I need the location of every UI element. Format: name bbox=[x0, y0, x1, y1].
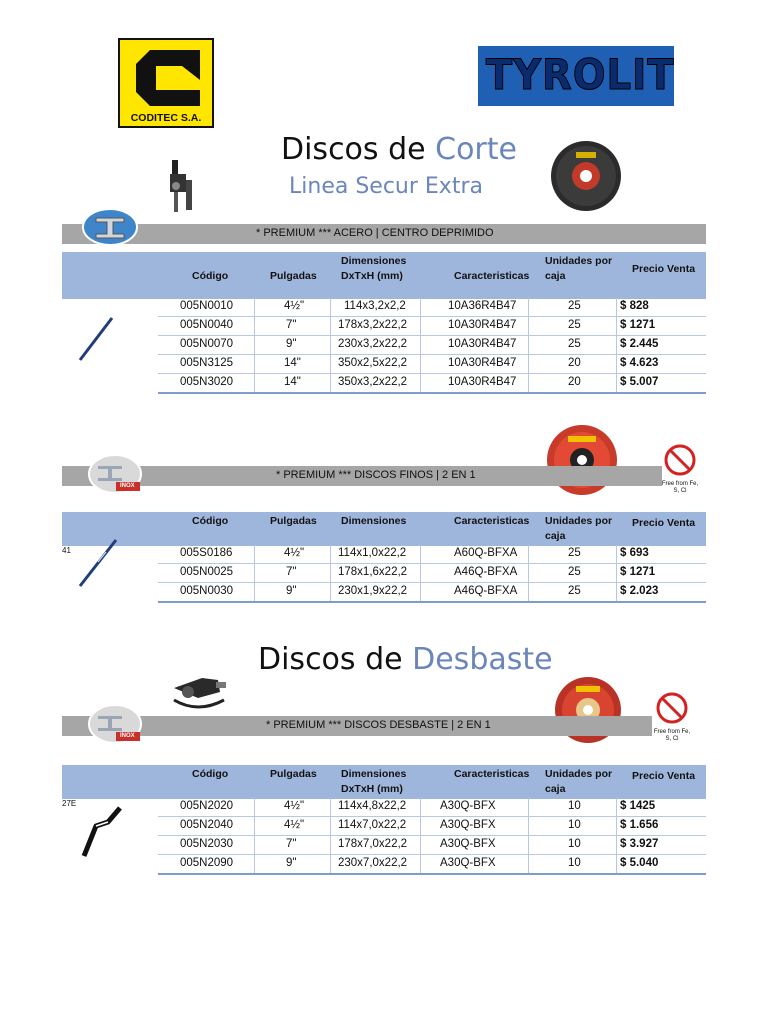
inox-icon-2: INOX bbox=[88, 704, 142, 744]
section1-table-header bbox=[62, 252, 706, 299]
inox-icon: INOX bbox=[88, 454, 142, 494]
table-row: 005N2090 9" 230x7,0x22,2 A30Q-BFX 10 $ 5.040 bbox=[158, 855, 706, 875]
section2-table-header: Código Pulgadas Dimensiones Caracteristicas Unidades por caja Precio Venta bbox=[62, 512, 706, 546]
table-row: 005N2030 7" 178x7,0x22,2 A30Q-BFX 10 $ 3.927 bbox=[158, 836, 706, 855]
corte-disc-image bbox=[550, 140, 622, 212]
table-row: 005N3125 14" 350x2,5x22,2 10A30R4B47 20 $ 4.623 bbox=[158, 355, 706, 374]
section1-banner bbox=[62, 224, 706, 244]
thin-disc-profile-icon bbox=[76, 538, 120, 588]
coditec-c-icon bbox=[130, 46, 204, 110]
section3-rows bbox=[158, 798, 706, 875]
section1-banner-text: * PREMIUM *** ACERO | CENTRO DEPRIMIDO bbox=[256, 227, 494, 239]
angle-grinder-icon bbox=[168, 670, 232, 714]
depressed-disc-profile-icon bbox=[78, 804, 124, 860]
table-row: 005N3020 14" 350x3,2x22,2 10A30R4B47 20 $ 5.007 bbox=[158, 374, 706, 394]
table-row: 005N0010 4½" 114x3,2x2,2 10A36R4B47 25 $ 828 bbox=[158, 298, 706, 317]
steel-beam-icon bbox=[82, 208, 138, 246]
section1-rows bbox=[158, 298, 706, 394]
header-dimensiones: Dimensiones DxTxH (mm) bbox=[341, 255, 407, 282]
section3-banner bbox=[62, 716, 652, 736]
tyrolit-logo bbox=[478, 46, 674, 106]
no-ferrous-icon bbox=[652, 692, 692, 724]
corte-title: Discos de Corte bbox=[281, 132, 517, 167]
grinder-icon bbox=[166, 158, 196, 214]
coditec-logo bbox=[118, 38, 214, 128]
section2-side-tag: 41 bbox=[62, 546, 71, 555]
table-row: 005S0186 4½" 114x1,0x22,2 A60Q-BFXA 25 $ 693 bbox=[158, 545, 706, 564]
header-pulgadas: Pulgadas bbox=[270, 270, 317, 282]
table-row: 005N0025 7" 178x1,6x22,2 A46Q-BFXA 25 $ 1271 bbox=[158, 564, 706, 583]
desbaste-title: Discos de Desbaste bbox=[258, 642, 553, 677]
section2-banner-text: * PREMIUM *** DISCOS FINOS | 2 EN 1 bbox=[276, 469, 476, 481]
table-row: 005N0040 7" 178x3,2x22,2 10A30R4B47 25 $ 1271 bbox=[158, 317, 706, 336]
table-row: 005N0030 9" 230x1,9x22,2 A46Q-BFXA 25 $ 2.023 bbox=[158, 583, 706, 603]
section2-rows bbox=[158, 545, 706, 603]
header-codigo: Código bbox=[192, 270, 229, 282]
section3-banner-text: * PREMIUM *** DISCOS DESBASTE | 2 EN 1 bbox=[266, 719, 491, 731]
coditec-name: CODITEC S.A. bbox=[130, 112, 202, 124]
warning-badge-2: Free from Fe, S, Cl bbox=[652, 692, 692, 740]
header-caracteristicas: Caracteristicas bbox=[454, 270, 530, 282]
section2-banner bbox=[62, 466, 662, 486]
header-precio: Precio Venta bbox=[632, 263, 696, 275]
table-row: 005N0070 9" 230x3,2x22,2 10A30R4B47 25 $ 2.445 bbox=[158, 336, 706, 355]
section3-side-tag: 27E bbox=[62, 799, 77, 808]
no-ferrous-icon bbox=[660, 444, 700, 476]
table-row: 005N2040 4½" 114x7,0x22,2 A30Q-BFX 10 $ 1.656 bbox=[158, 817, 706, 836]
table-row: 005N2020 4½" 114x4,8x22,2 A30Q-BFX 10 $ 1425 bbox=[158, 798, 706, 817]
flat-disc-profile-icon bbox=[76, 316, 116, 362]
section3-table-header: Código Pulgadas Dimensiones DxTxH (mm) Caracteristicas Unidades por caja Precio Venta bbox=[62, 765, 706, 799]
tyrolit-name: TYROLIT bbox=[485, 50, 675, 99]
header-unidades: Unidades por caja bbox=[545, 255, 613, 282]
warning-badge: Free from Fe, S, Cl bbox=[660, 444, 700, 492]
corte-subtitle: Linea Secur Extra bbox=[289, 174, 483, 199]
